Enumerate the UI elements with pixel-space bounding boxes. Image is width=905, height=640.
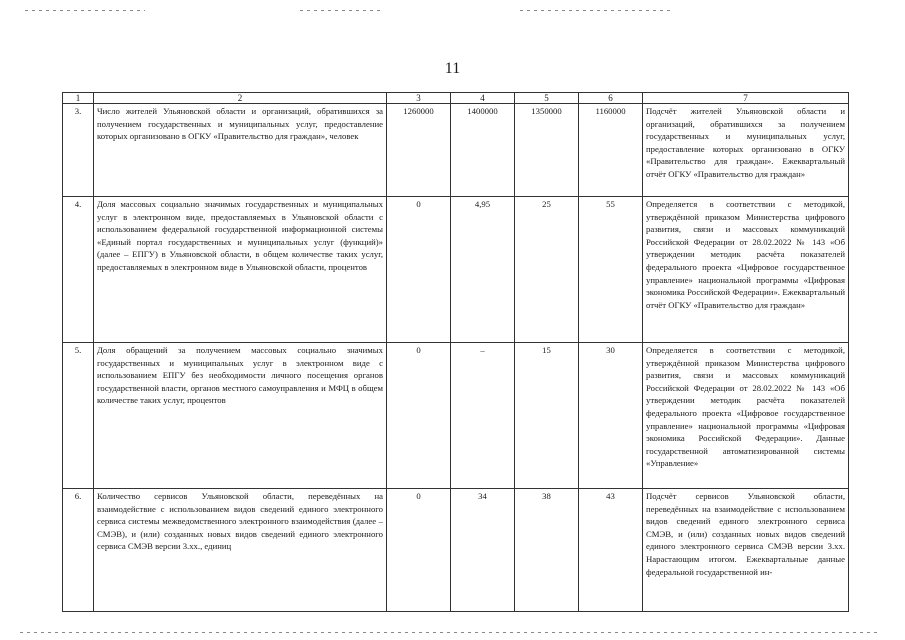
calculation-source: Определяется в соответствии с методикой, утверждённой приказом Министерства цифрового развития, связи и массовых коммуникаций Российской Федерации от 28.02.2022 № 143 «Об утверждении методик расчёта показателей федерального проекта «Цифровое государственное управление» национальной программы «Цифровая экономика Российской Федерации». Ежеквартальный отчёт ОГКУ «Правительство для граждан» (643, 197, 849, 343)
scan-artifact (300, 10, 380, 11)
value-col-3: 0 (387, 343, 451, 489)
column-header: 2 (94, 93, 387, 104)
value-col-5: 1350000 (515, 104, 579, 197)
column-header: 1 (63, 93, 94, 104)
indicator-name: Количество сервисов Ульяновской области, переведённых на взаимодействие с использованием видов сведений единого электронного сервиса системы межведомственного электронного взаимодействия (далее – СМЭВ), и (или) созданных новых видов сведений единого электронного сервиса СМЭВ версии 3.хх., единиц (94, 489, 387, 612)
value-col-4: 4,95 (451, 197, 515, 343)
row-number: 5. (63, 343, 94, 489)
row-number: 3. (63, 104, 94, 197)
value-col-6: 30 (579, 343, 643, 489)
value-col-6: 1160000 (579, 104, 643, 197)
value-col-3: 0 (387, 197, 451, 343)
value-col-3: 0 (387, 489, 451, 612)
value-col-4: – (451, 343, 515, 489)
value-col-4: 34 (451, 489, 515, 612)
row-number: 6. (63, 489, 94, 612)
table-row (63, 197, 849, 343)
value-col-6: 55 (579, 197, 643, 343)
value-col-5: 15 (515, 343, 579, 489)
table-row (63, 343, 849, 489)
table-row (63, 104, 849, 197)
value-col-5: 25 (515, 197, 579, 343)
column-header: 3 (387, 93, 451, 104)
value-col-6: 43 (579, 489, 643, 612)
page-number: 11 (444, 60, 461, 77)
column-header: 4 (451, 93, 515, 104)
row-number: 4. (63, 197, 94, 343)
column-header: 7 (643, 93, 849, 104)
value-col-3: 1260000 (387, 104, 451, 197)
calculation-source: Подсчёт сервисов Ульяновской области, переведённых на взаимодействие с использованием видов сведений единого электронного сервиса СМЭВ, и (или) созданных новых видов сведений единого электронного сервиса СМЭВ версии 3.хх. Нарастающим итогом. Ежеквартальные данные федеральной государственной ин- (643, 489, 849, 612)
indicator-name: Число жителей Ульяновской области и организаций, обратившихся за получением государственных и муниципальных услуг, предоставление которых организовано в ОГКУ «Правительство для граждан», человек (94, 104, 387, 197)
scan-artifact (20, 632, 880, 633)
indicator-name: Доля обращений за получением массовых социально значимых государственных и муниципальных услуг в электронном виде с использованием ЕПГУ без необходимости личного посещения органов государственной власти, органов местного самоуправления и МФЦ в общем количестве таких услуг, процентов (94, 343, 387, 489)
scan-artifact (25, 10, 145, 11)
indicators-table (62, 92, 849, 612)
calculation-source: Определяется в соответствии с методикой, утверждённой приказом Министерства цифрового развития, связи и массовых коммуникаций Российской Федерации от 28.02.2022 № 143 «Об утверждении методик расчёта показателей федерального проекта «Цифровое государственное управление» национальной программы «Цифровая экономика Российской Федерации». Данные государственной автоматизированной системы «Управление» (643, 343, 849, 489)
value-col-5: 38 (515, 489, 579, 612)
table-header-row (63, 93, 849, 104)
scan-artifact (520, 10, 670, 11)
column-header: 5 (515, 93, 579, 104)
table-row (63, 489, 849, 612)
value-col-4: 1400000 (451, 104, 515, 197)
indicator-name: Доля массовых социально значимых государственных и муниципальных услуг в электронном виде, предоставляемых в Ульяновской области с использованием федеральной государственной информационной системы «Единый портал государственных и муниципальных услуг (функций)» (далее – ЕПГУ) в Ульяновской области, в общем количестве таких услуг, предоставляемых в электронном виде в Ульяновской области, процентов (94, 197, 387, 343)
calculation-source: Подсчёт жителей Ульяновской области и организаций, обратившихся за получением государственных и муниципальных услуг, предоставление которых организовано в ОГКУ «Правительство для граждан». Ежеквартальный отчёт ОГКУ «Правительство для граждан» (643, 104, 849, 197)
column-header: 6 (579, 93, 643, 104)
